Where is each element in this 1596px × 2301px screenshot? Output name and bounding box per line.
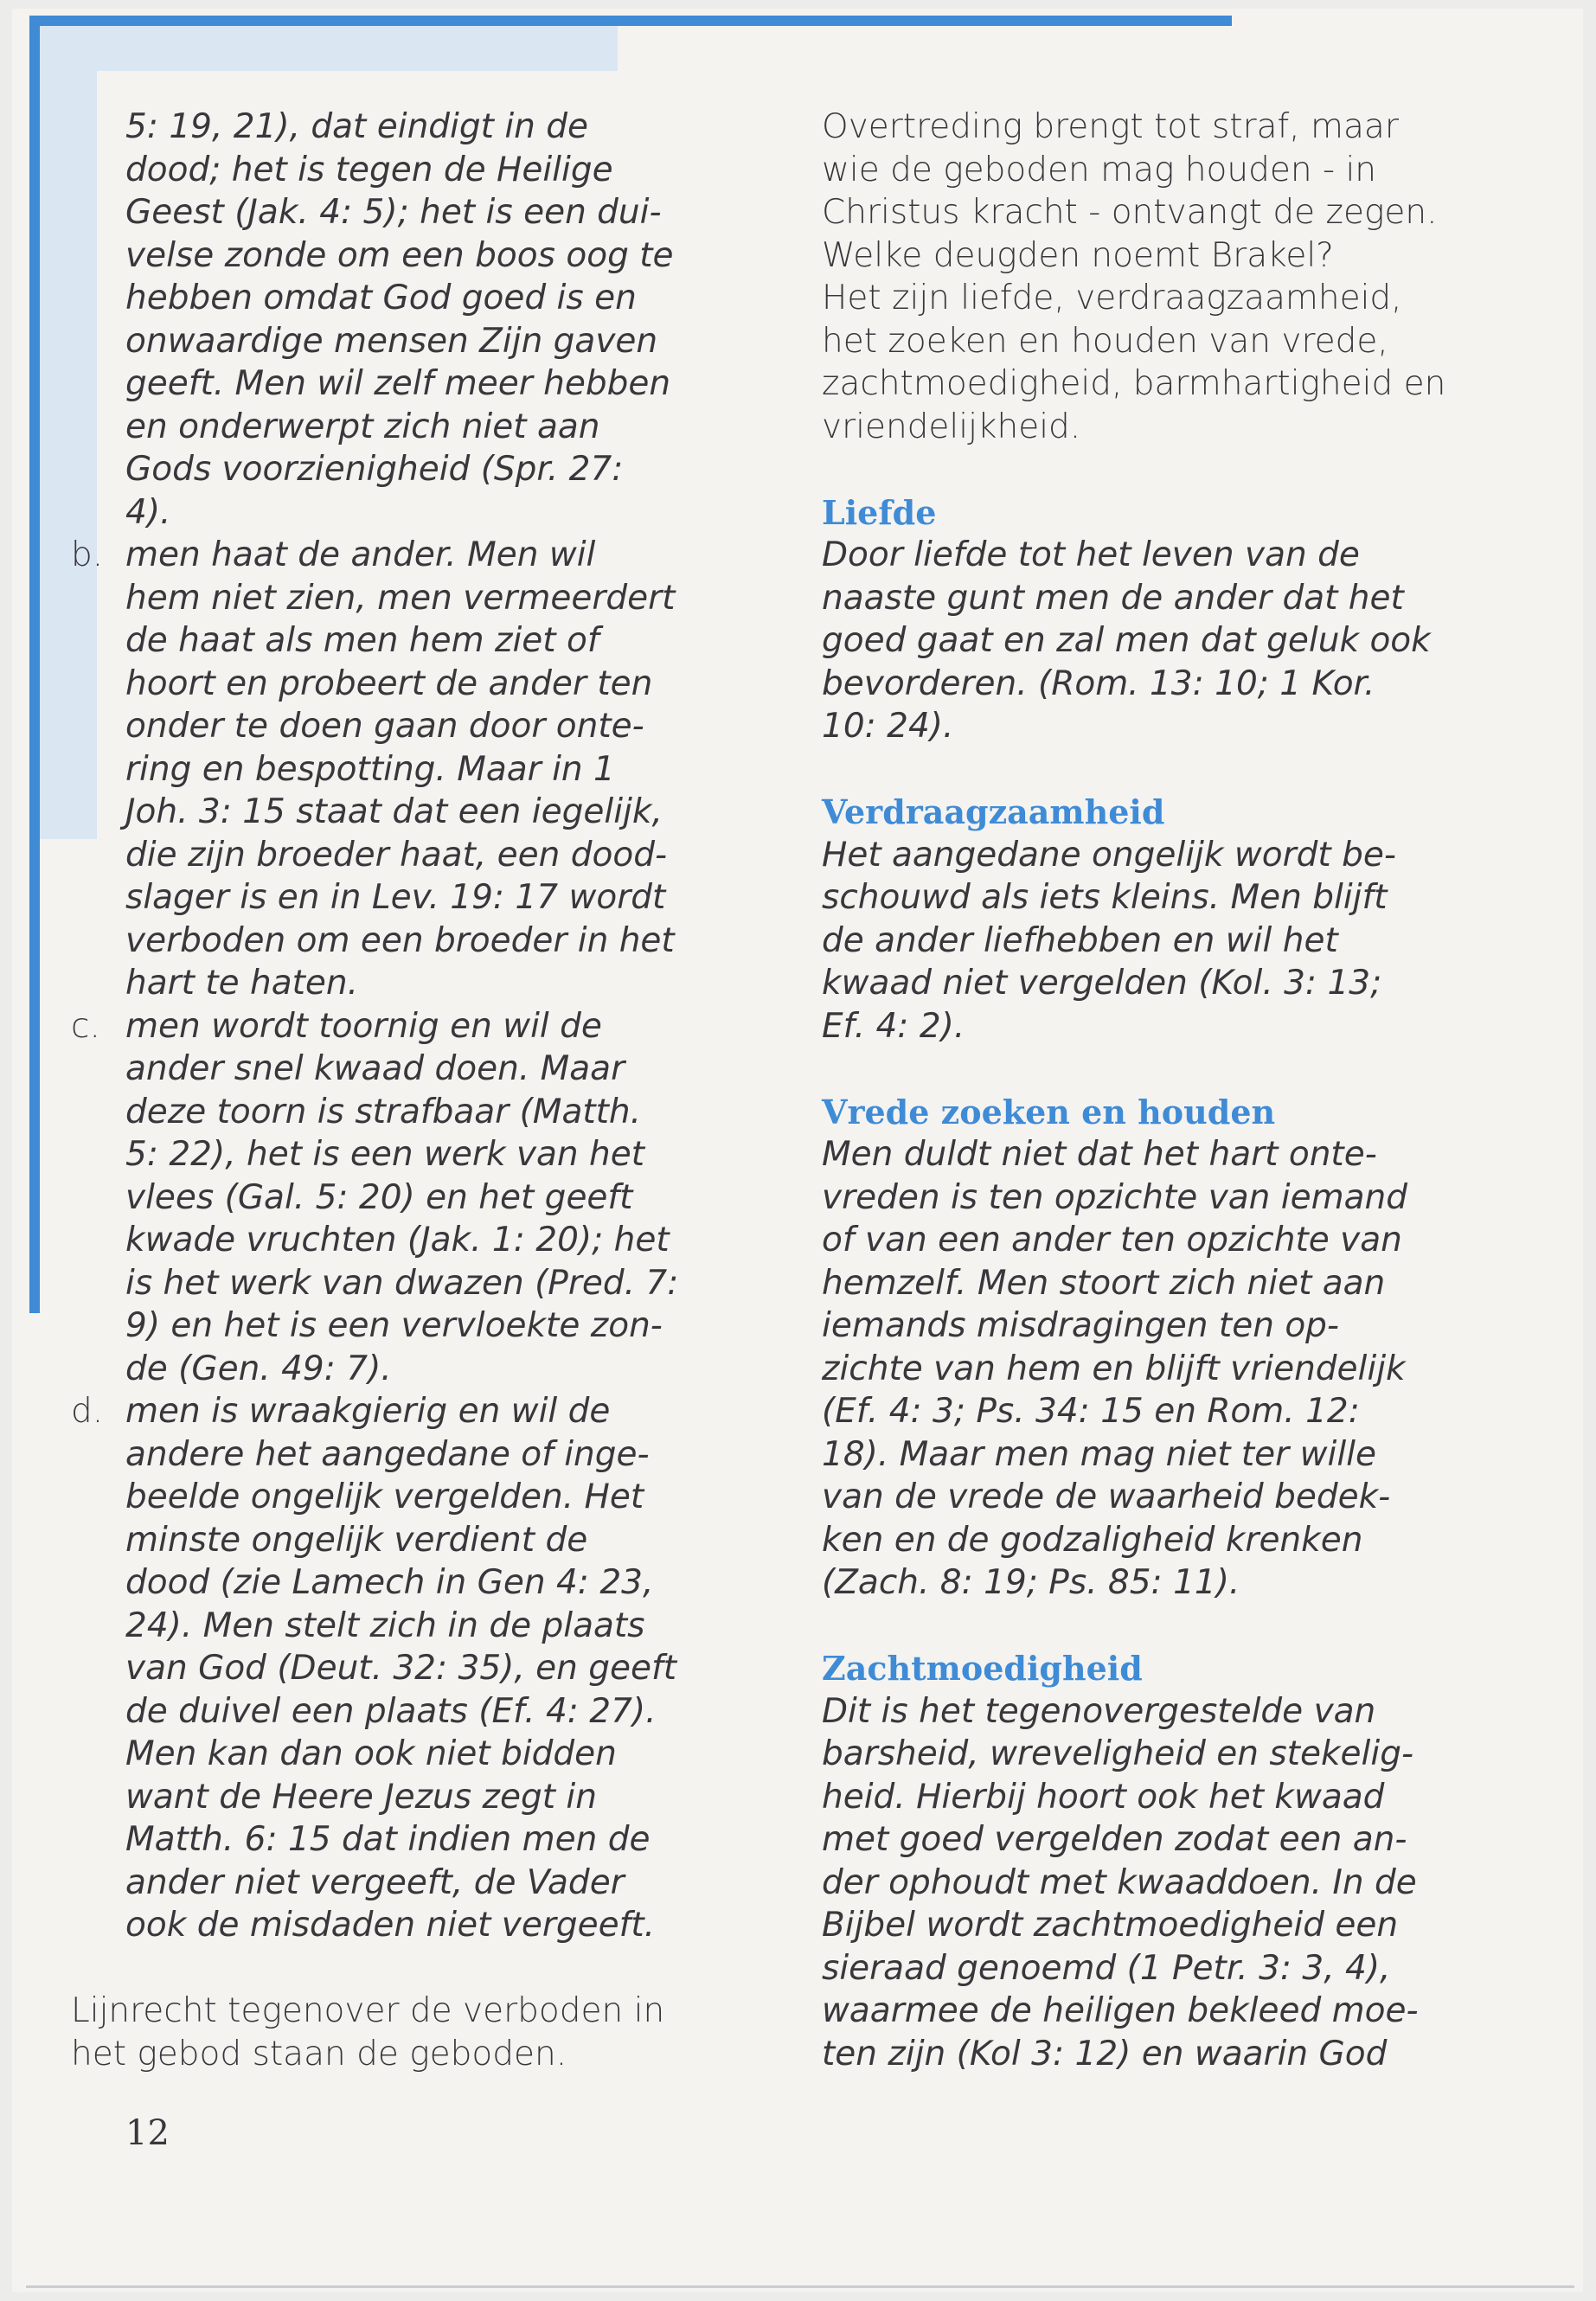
closing-paragraph bbox=[71, 1990, 783, 2075]
text-line: Lijnrecht tegenover de verboden in bbox=[71, 1991, 665, 2030]
text-line: ander snel kwaad doen. Maar bbox=[125, 1049, 625, 1088]
list-item-b bbox=[71, 534, 783, 1005]
text-line: sieraad genoemd (1 Petr. 3: 3, 4), bbox=[822, 1948, 1391, 1988]
text-line: kwaad niet vergelden (Kol. 3: 13; bbox=[822, 964, 1382, 1003]
list-label-c: c. bbox=[71, 1006, 100, 1046]
text-line: iemands misdragingen ten op- bbox=[822, 1306, 1340, 1345]
text-line: is het werk van dwazen (Pred. 7: bbox=[125, 1263, 679, 1303]
text-line: kwade vruchten (Jak. 1: 20); het bbox=[125, 1221, 670, 1259]
section-verdraagzaamheid bbox=[822, 791, 1445, 1048]
section-heading: Verdraagzaamheid bbox=[822, 792, 1165, 831]
margin-wash bbox=[40, 26, 97, 839]
text-line: hemzelf. Men stoort zich niet aan bbox=[822, 1263, 1386, 1303]
text-line: men haat de ander. Men wil bbox=[125, 535, 596, 574]
text-line: Matth. 6: 15 dat indien men de bbox=[125, 1820, 651, 1859]
text-line: ten zijn (Kol 3: 12) en waarin God bbox=[822, 2034, 1388, 2073]
text-line: deze toorn is strafbaar (Matth. bbox=[125, 1092, 642, 1131]
text-line: wie de geboden mag houden - in bbox=[822, 150, 1377, 189]
list-label-b: b. bbox=[71, 535, 104, 574]
section-heading: Zachtmoedigheid bbox=[822, 1649, 1143, 1688]
bottom-rule bbox=[26, 2285, 1574, 2288]
text-line: goed gaat en zal men dat geluk ook bbox=[822, 621, 1431, 660]
list-item-a-continued bbox=[125, 106, 783, 534]
text-line: het zoeken en houden van vrede, bbox=[822, 321, 1388, 361]
text-line: met goed vergelden zodat een an- bbox=[822, 1820, 1407, 1859]
text-line: hem niet zien, men vermeerdert bbox=[125, 578, 676, 618]
text-line: naaste gunt men de ander dat het bbox=[822, 578, 1404, 618]
text-line: Overtreding brengt tot straf, maar bbox=[822, 107, 1399, 146]
text-line: barsheid, wreveligheid en stekelig- bbox=[822, 1734, 1414, 1773]
section-vrede bbox=[822, 1091, 1445, 1605]
text-line: Men duldt niet dat het hart onte- bbox=[822, 1135, 1377, 1174]
text-line: 18). Maar men mag niet ter wille bbox=[822, 1434, 1377, 1474]
text-line: der ophoudt met kwaaddoen. In de bbox=[822, 1862, 1417, 1902]
text-line: de duivel een plaats (Ef. 4: 27). bbox=[125, 1691, 657, 1731]
text-line: 4). bbox=[125, 492, 171, 532]
top-accent-bar bbox=[29, 16, 1232, 26]
text-line: de (Gen. 49: 7). bbox=[125, 1349, 392, 1388]
section-heading: Liefde bbox=[822, 492, 937, 532]
text-line: Dit is het tegenovergestelde van bbox=[822, 1691, 1376, 1731]
text-line: het gebod staan de geboden. bbox=[71, 2034, 567, 2073]
text-line: zichte van hem en blijft vriendelijk bbox=[822, 1349, 1406, 1388]
text-line: 5: 22), het is een werk van het bbox=[125, 1135, 645, 1174]
text-line: dood (zie Lamech in Gen 4: 23, bbox=[125, 1563, 654, 1602]
text-line: en onderwerpt zich niet aan bbox=[125, 407, 600, 446]
text-line: verboden om een broeder in het bbox=[125, 920, 675, 960]
text-line: ander niet vergeeft, de Vader bbox=[125, 1862, 625, 1902]
text-line: Het zijn liefde, verdraagzaamheid, bbox=[822, 279, 1402, 317]
text-line: beelde ongelijk vergelden. Het bbox=[125, 1477, 644, 1516]
text-line: onder te doen gaan door onte- bbox=[125, 707, 644, 746]
text-line: hoort en probeert de ander ten bbox=[125, 663, 653, 703]
text-line: zachtmoedigheid, barmhartigheid en bbox=[822, 364, 1446, 403]
text-line: Het aangedane ongelijk wordt be- bbox=[822, 835, 1396, 875]
list-label-d: d. bbox=[71, 1392, 104, 1431]
text-line: Gods voorzienigheid (Spr. 27: bbox=[125, 450, 624, 489]
left-column bbox=[71, 106, 783, 2075]
text-line: 10: 24). bbox=[822, 707, 954, 746]
text-line: heid. Hierbij hoort ook het kwaad bbox=[822, 1777, 1385, 1817]
text-line: de haat als men hem ziet of bbox=[125, 621, 599, 660]
side-accent-bar bbox=[29, 16, 40, 1313]
text-line: die zijn broeder haat, een dood- bbox=[125, 835, 668, 875]
text-line: van God (Deut. 32: 35), en geeft bbox=[125, 1649, 677, 1688]
text-line: men wordt toornig en wil de bbox=[125, 1006, 602, 1046]
text-line: dood; het is tegen de Heilige bbox=[125, 150, 613, 189]
text-line: 24). Men stelt zich in de plaats bbox=[125, 1606, 645, 1645]
text-line: Christus kracht - ontvangt de zegen. bbox=[822, 193, 1438, 232]
text-line: hebben omdat God goed is en bbox=[125, 279, 637, 317]
text-line: ring en bespotting. Maar in 1 bbox=[125, 749, 615, 789]
text-line: hart te haten. bbox=[125, 964, 359, 1003]
section-heading: Vrede zoeken en houden bbox=[822, 1092, 1276, 1131]
text-line: minste ongelijk verdient de bbox=[125, 1520, 588, 1560]
list-item-d bbox=[71, 1390, 783, 1947]
text-line: waarmee de heiligen bekleed moe- bbox=[822, 1991, 1419, 2030]
text-line: de ander liefhebben en wil het bbox=[822, 920, 1338, 960]
text-line: of van een ander ten opzichte van bbox=[822, 1221, 1402, 1259]
text-line: ken en de godzaligheid krenken bbox=[822, 1520, 1363, 1560]
section-liefde bbox=[822, 491, 1445, 748]
text-line: Door liefde tot het leven van de bbox=[822, 535, 1360, 574]
text-line: want de Heere Jezus zegt in bbox=[125, 1777, 597, 1817]
text-line: vreden is ten opzichte van iemand bbox=[822, 1177, 1407, 1217]
text-line: 5: 19, 21), dat eindigt in de bbox=[125, 107, 589, 146]
text-line: (Ef. 4: 3; Ps. 34: 15 en Rom. 12: bbox=[822, 1392, 1360, 1431]
list-item-c bbox=[71, 1005, 783, 1391]
text-line: slager is en in Lev. 19: 17 wordt bbox=[125, 878, 666, 917]
text-line: men is wraakgierig en wil de bbox=[125, 1392, 611, 1431]
text-line: velse zonde om een boos oog te bbox=[125, 235, 674, 275]
page-number: 12 bbox=[125, 2113, 170, 2153]
text-line: Welke deugden noemt Brakel? bbox=[822, 235, 1334, 275]
text-line: geeft. Men wil zelf meer hebben bbox=[125, 364, 671, 403]
text-line: 9) en het is een vervloekte zon- bbox=[125, 1306, 663, 1345]
right-column bbox=[822, 106, 1445, 2075]
text-line: van de vrede de waarheid bedek- bbox=[822, 1477, 1391, 1516]
text-line: vlees (Gal. 5: 20) en het geeft bbox=[125, 1177, 633, 1217]
text-line: Bijbel wordt zachtmoedigheid een bbox=[822, 1906, 1399, 1945]
text-line: bevorderen. (Rom. 13: 10; 1 Kor. bbox=[822, 663, 1375, 703]
text-line: Joh. 3: 15 staat dat een iegelijk, bbox=[125, 792, 663, 831]
text-line: onwaardige mensen Zijn gaven bbox=[125, 321, 658, 361]
text-line: schouwd als iets kleins. Men blijft bbox=[822, 878, 1388, 917]
text-line: vriendelijkheid. bbox=[822, 407, 1081, 446]
section-zachtmoedigheid bbox=[822, 1647, 1445, 2075]
text-line: (Zach. 8: 19; Ps. 85: 11). bbox=[822, 1563, 1240, 1602]
text-line: Ef. 4: 2). bbox=[822, 1006, 965, 1046]
intro-paragraph bbox=[822, 106, 1445, 448]
text-line: ook de misdaden niet vergeeft. bbox=[125, 1906, 656, 1945]
header-wash bbox=[29, 26, 618, 71]
text-line: Geest (Jak. 4: 5); het is een dui- bbox=[125, 193, 662, 232]
text-line: andere het aangedane of inge- bbox=[125, 1434, 650, 1474]
text-line: Men kan dan ook niet bidden bbox=[125, 1734, 617, 1773]
